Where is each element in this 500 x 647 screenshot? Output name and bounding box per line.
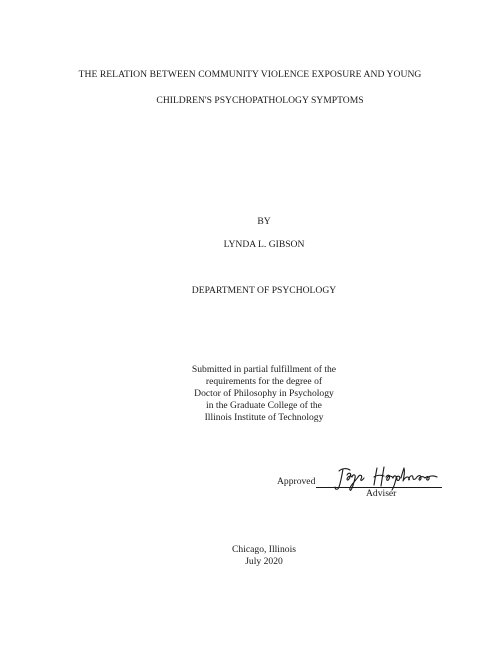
- submission-line: Doctor of Philosophy in Psychology: [194, 388, 334, 399]
- adviser-label: Adviser: [366, 488, 397, 499]
- submission-line: Submitted in partial fulfillment of the: [191, 364, 337, 375]
- location: Chicago, Illinois: [232, 544, 296, 555]
- by-label: BY: [257, 216, 271, 227]
- approved-label: Approved: [277, 476, 316, 487]
- thesis-title-line-1: THE RELATION BETWEEN COMMUNITY VIOLENCE EXPOSURE AND YOUNG: [78, 69, 422, 80]
- submission-statement: [14, 364, 500, 424]
- thesis-title-line-2: CHILDREN'S PSYCHOPATHOLOGY SYMPTOMS: [156, 95, 364, 106]
- submission-date: July 2020: [245, 556, 283, 567]
- submission-line: Illinois Institute of Technology: [204, 412, 324, 423]
- author-name: LYNDA L. GIBSON: [223, 239, 305, 250]
- submission-line: requirements for the degree of: [205, 376, 323, 387]
- department-name: DEPARTMENT OF PSYCHOLOGY: [191, 285, 337, 296]
- submission-line: in the Graduate College of the: [206, 400, 322, 411]
